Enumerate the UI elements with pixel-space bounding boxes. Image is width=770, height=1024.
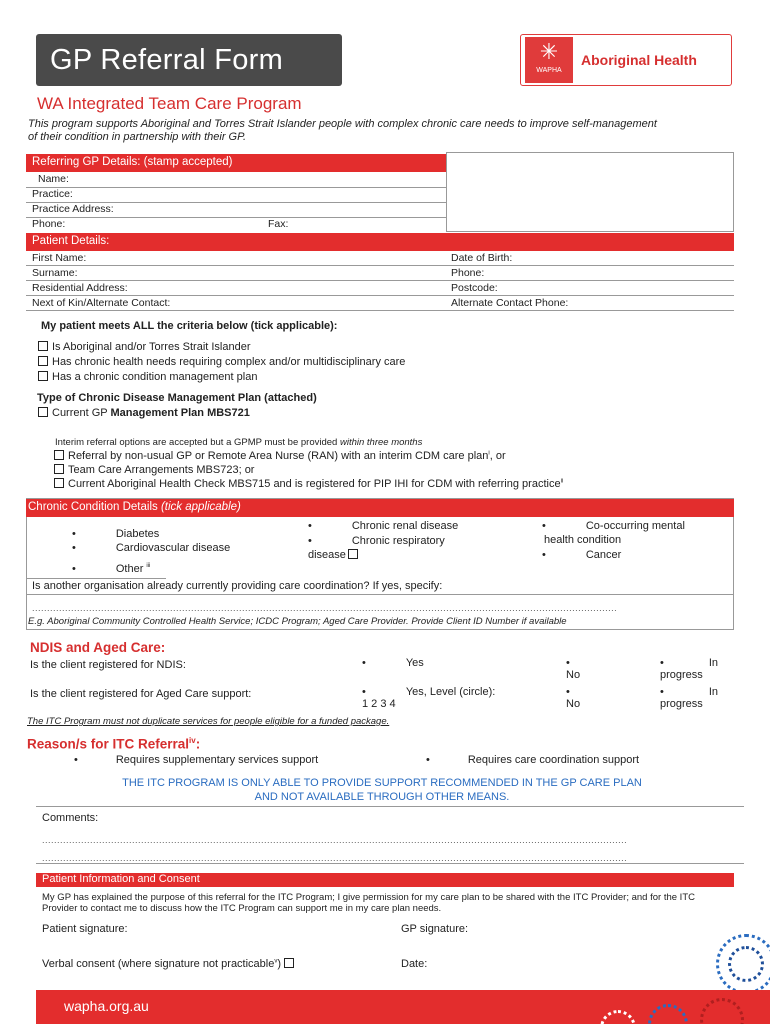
logo — [520, 34, 732, 86]
gp-stamp-area[interactable] — [446, 152, 734, 232]
plan-type-current-gp[interactable]: Current GP Management Plan MBS721 — [38, 407, 250, 419]
patient-phone-field[interactable]: Phone: — [451, 267, 485, 279]
condition-renal[interactable]: • Chronic renal disease — [308, 520, 458, 532]
logo-sub: WAPHA — [536, 67, 562, 74]
reason-heading: Reason/s for ITC Referral$^{iv}$: — [27, 736, 201, 752]
condition-cancer[interactable]: • Cancer — [542, 549, 621, 561]
patient-alt-phone-field[interactable]: Alternate Contact Phone: — [451, 297, 569, 309]
gp-signature-field[interactable]: GP signature: — [401, 923, 469, 935]
checkbox[interactable] — [38, 407, 48, 417]
aged-care-yes-option[interactable]: • Yes, Level (circle): 1 2 3 4 — [362, 686, 495, 710]
patient-address-field[interactable]: Residential Address: — [32, 282, 128, 294]
interim-option-2[interactable]: Team Care Arrangements MBS723; or — [54, 464, 254, 476]
program-subtitle: WA Integrated Team Care Program — [37, 94, 302, 113]
criteria-heading: My patient meets ALL the criteria below (tick applicable): — [41, 320, 338, 332]
footer-url[interactable]: wapha.org.au — [64, 998, 149, 1014]
patient-details-heading: Patient Details: — [26, 233, 734, 251]
checkbox[interactable] — [38, 341, 48, 351]
logo-mark-icon: ✳ WAPHA — [525, 37, 573, 83]
ndis-heading: NDIS and Aged Care: — [30, 640, 166, 655]
gp-phone-field[interactable]: Phone: — [32, 218, 66, 230]
reason-supplementary-option[interactable]: • Requires supplementary services support — [74, 754, 318, 766]
coordination-example: E.g. Aboriginal Community Controlled Health Service; ICDC Program; Aged Care Provider. Provide Client ID Number if available — [28, 616, 567, 627]
aged-care-no-option[interactable]: • No — [566, 686, 580, 710]
reason-coordination-option[interactable]: • Requires care coordination support — [426, 754, 639, 766]
comments-field-line-1[interactable]: ................................................................................................................................................................................................... — [42, 835, 628, 845]
verbal-consent-checkbox[interactable] — [284, 958, 294, 968]
checkbox[interactable] — [38, 356, 48, 366]
gp-fax-field[interactable]: Fax: — [268, 218, 289, 230]
condition-comorbid-cont: health condition — [544, 534, 622, 546]
comments-label: Comments: — [42, 812, 99, 824]
consent-heading: Patient Information and Consent — [36, 873, 734, 887]
criteria-item[interactable]: Has chronic health needs requiring complex and/or multidisciplinary care — [38, 356, 405, 368]
checkbox[interactable] — [38, 371, 48, 381]
checkbox[interactable] — [54, 478, 64, 488]
patient-dob-field[interactable]: Date of Birth: — [451, 252, 513, 264]
logo-text: Aboriginal Health — [581, 52, 697, 68]
gp-practice-field[interactable]: Practice: — [26, 188, 446, 203]
checkbox[interactable] — [54, 450, 64, 460]
patient-first-name-field[interactable]: First Name: — [32, 252, 87, 264]
coordination-answer-field[interactable]: ................................................................................................................................................................................................... — [32, 603, 618, 613]
checkbox[interactable] — [348, 549, 358, 559]
condition-cardiovascular[interactable]: • Cardiovascular disease — [72, 542, 230, 554]
decorative-dot-ring-icon — [728, 946, 764, 982]
condition-diabetes[interactable]: • Diabetes — [72, 528, 159, 540]
ndis-no-option[interactable]: • No — [566, 657, 580, 681]
patient-surname-field[interactable]: Surname: — [32, 267, 78, 279]
ndis-yes-option[interactable]: • Yes — [362, 657, 424, 669]
patient-signature-field[interactable]: Patient signature: — [42, 923, 128, 935]
plan-type-heading: Type of Chronic Disease Management Plan (attached) — [37, 392, 317, 404]
intro-text: This program supports Aboriginal and Torres Strait Islander people with complex chronic care needs to improve self-management of their condition in partnership with their GP. — [28, 118, 657, 143]
coordination-question: Is another organisation already currently providing care coordination? If yes, specify: — [32, 580, 443, 592]
ndis-note: The ITC Program must not duplicate services for people eligible for a funded package. — [27, 716, 390, 727]
date-field[interactable]: Date: — [401, 958, 428, 970]
gp-details-heading: Referring GP Details: (stamp accepted) — [26, 154, 446, 172]
gp-name-field[interactable]: Name: — [26, 173, 446, 188]
comments-field-line-2[interactable]: ................................................................................................................................................................................................... — [42, 853, 628, 863]
consent-text: My GP has explained the purpose of this referral for the ITC Program; I give permission for my care plan to be shared with the ITC Provider; and for the ITC Provider to contact me to discuss how the ITC Program can support me in my care plan needs. — [42, 892, 695, 914]
condition-respiratory[interactable]: • Chronic respiratory — [308, 535, 445, 547]
interim-option-1[interactable]: Referral by non-usual GP or Remote Area Nurse (RAN) with an interim CDM care plan$^i$, or — [54, 450, 506, 462]
patient-next-of-kin-field[interactable]: Next of Kin/Alternate Contact: — [32, 297, 171, 309]
aged-care-question: Is the client registered for Aged Care support: — [30, 688, 252, 700]
interim-option-3[interactable]: Current Aboriginal Health Check MBS715 and is registered for PIP IHI for CDM with referring practice$^{ii}$ — [54, 478, 563, 490]
criteria-item[interactable]: Is Aboriginal and/or Torres Strait Islander — [38, 341, 251, 353]
condition-comorbid-mental[interactable]: • Co-occurring mental — [542, 520, 685, 532]
gp-address-field[interactable]: Practice Address: — [26, 203, 446, 218]
criteria-item[interactable]: Has a chronic condition management plan — [38, 371, 257, 383]
aged-care-in-progress-option[interactable]: • In progress — [660, 686, 718, 710]
checkbox[interactable] — [54, 464, 64, 474]
interim-intro: Interim referral options are accepted but a GPMP must be provided within three months — [55, 437, 423, 448]
itc-notice: THE ITC PROGRAM IS ONLY ABLE TO PROVIDE SUPPORT RECOMMENDED IN THE GP CARE PLAN AND NOT AVAILABLE THROUGH OTHER MEANS. — [122, 777, 642, 803]
patient-postcode-field[interactable]: Postcode: — [451, 282, 498, 294]
chronic-condition-heading: Chronic Condition Details (tick applicable) — [26, 499, 734, 517]
condition-other[interactable]: • Other $^{iii}$ — [72, 563, 150, 575]
ndis-in-progress-option[interactable]: • In progress — [660, 657, 718, 681]
form-title: GP Referral Form — [36, 34, 342, 86]
ndis-question: Is the client registered for NDIS: — [30, 659, 186, 671]
condition-respiratory-cont[interactable]: disease — [308, 549, 362, 561]
verbal-consent-field[interactable]: Verbal consent (where signature not practicable$^v$) — [42, 958, 282, 970]
